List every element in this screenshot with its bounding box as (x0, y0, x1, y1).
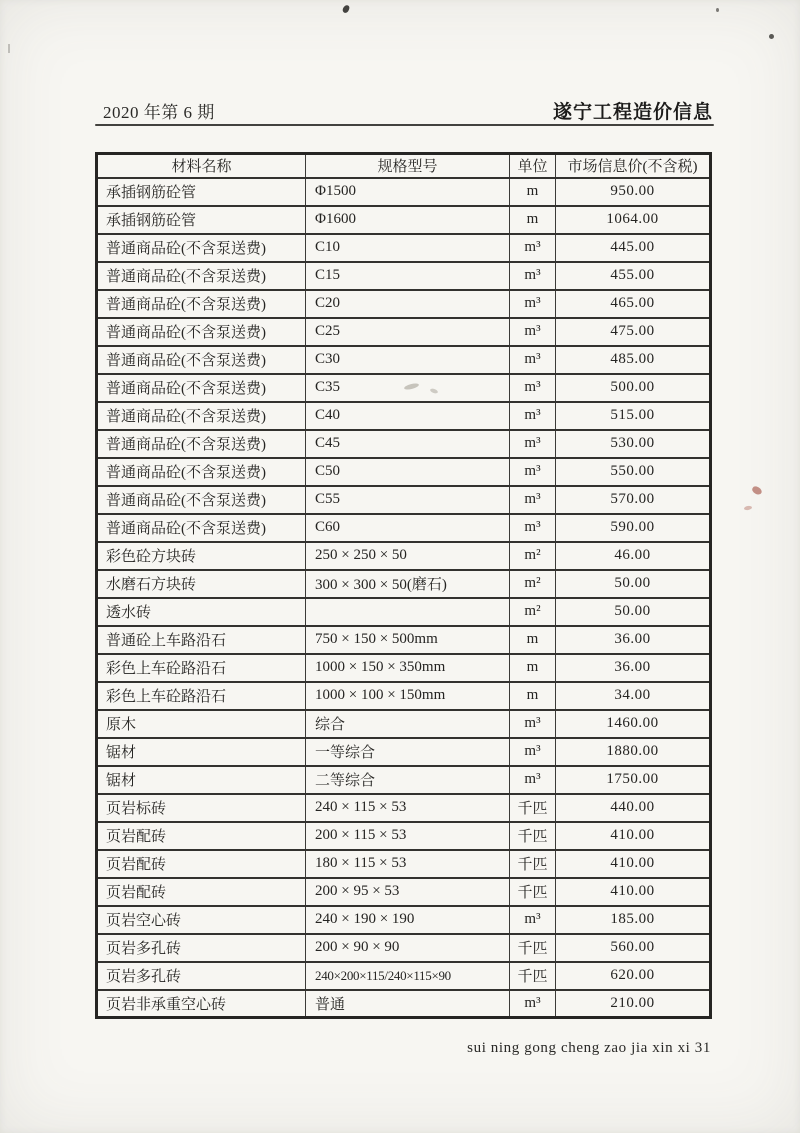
cell-price: 445.00 (556, 234, 711, 262)
table-row (97, 262, 711, 290)
cell-price: 500.00 (556, 374, 711, 402)
table-row (97, 878, 711, 906)
cell-name: 普通商品砼(不含泵送费) (97, 234, 306, 262)
cell-name: 页岩空心砖 (97, 906, 306, 934)
table-row (97, 990, 711, 1018)
cell-name: 普通商品砼(不含泵送费) (97, 290, 306, 318)
cell-unit: 千匹 (510, 794, 556, 822)
table-row (97, 318, 711, 346)
table-row (97, 934, 711, 962)
cell-price: 50.00 (556, 598, 711, 626)
cell-price: 410.00 (556, 850, 711, 878)
cell-unit: m³ (510, 290, 556, 318)
cell-price: 440.00 (556, 794, 711, 822)
cell-spec: 750 × 150 × 500mm (306, 626, 510, 654)
cell-unit: m (510, 682, 556, 710)
cell-unit: m³ (510, 906, 556, 934)
scan-red-mark (744, 505, 753, 510)
cell-unit: m³ (510, 346, 556, 374)
cell-unit: m³ (510, 458, 556, 486)
table-row (97, 682, 711, 710)
table-row (97, 654, 711, 682)
cell-spec: 200 × 115 × 53 (306, 822, 510, 850)
cell-spec: 240×200×115/240×115×90 (306, 962, 510, 990)
cell-price: 36.00 (556, 654, 711, 682)
cell-unit: m³ (510, 402, 556, 430)
table-row (97, 178, 711, 206)
cell-price: 950.00 (556, 178, 711, 206)
cell-price: 185.00 (556, 906, 711, 934)
page-footer: sui ning gong cheng zao jia xin xi 31 (467, 1040, 711, 1056)
cell-name: 页岩配砖 (97, 878, 306, 906)
cell-unit: m³ (510, 486, 556, 514)
cell-spec: 二等综合 (306, 766, 510, 794)
cell-unit: m (510, 178, 556, 206)
table-row (97, 234, 711, 262)
cell-price: 210.00 (556, 990, 711, 1018)
table-row (97, 598, 711, 626)
cell-price: 46.00 (556, 542, 711, 570)
table-row (97, 962, 711, 990)
cell-name: 承插钢筋砼管 (97, 206, 306, 234)
cell-price: 455.00 (556, 262, 711, 290)
scan-speckle (342, 4, 350, 14)
cell-price: 1460.00 (556, 710, 711, 738)
cell-price: 515.00 (556, 402, 711, 430)
cell-name: 普通商品砼(不含泵送费) (97, 430, 306, 458)
cell-name: 锯材 (97, 766, 306, 794)
cell-price: 410.00 (556, 878, 711, 906)
table-row (97, 766, 711, 794)
table-row (97, 514, 711, 542)
cell-unit: m³ (510, 710, 556, 738)
cell-name: 普通商品砼(不含泵送费) (97, 486, 306, 514)
cell-unit: m³ (510, 374, 556, 402)
issue-label: 2020 年第 6 期 (103, 103, 215, 122)
cell-spec: C15 (306, 262, 510, 290)
table-row (97, 822, 711, 850)
cell-name: 普通商品砼(不含泵送费) (97, 402, 306, 430)
cell-price: 1880.00 (556, 738, 711, 766)
cell-spec: C55 (306, 486, 510, 514)
cell-spec: Φ1500 (306, 178, 510, 206)
cell-name: 页岩配砖 (97, 850, 306, 878)
cell-name: 彩色上车砼路沿石 (97, 654, 306, 682)
cell-spec: C25 (306, 318, 510, 346)
cell-spec: C45 (306, 430, 510, 458)
cell-unit: m³ (510, 766, 556, 794)
cell-unit: m² (510, 570, 556, 598)
cell-name: 彩色上车砼路沿石 (97, 682, 306, 710)
cell-spec: 1000 × 100 × 150mm (306, 682, 510, 710)
cell-unit: 千匹 (510, 878, 556, 906)
cell-price: 550.00 (556, 458, 711, 486)
scan-red-mark (751, 485, 763, 496)
cell-name: 原木 (97, 710, 306, 738)
cell-spec: 240 × 190 × 190 (306, 906, 510, 934)
cell-price: 475.00 (556, 318, 711, 346)
column-header-material: 材料名称 (97, 154, 306, 178)
cell-spec: 180 × 115 × 53 (306, 850, 510, 878)
cell-unit: 千匹 (510, 822, 556, 850)
cell-spec: 普通 (306, 990, 510, 1018)
cell-spec: 240 × 115 × 53 (306, 794, 510, 822)
cell-name: 透水砖 (97, 598, 306, 626)
cell-spec: C50 (306, 458, 510, 486)
column-header-price: 市场信息价(不含税) (556, 154, 711, 178)
table-row (97, 206, 711, 234)
page-header (95, 97, 713, 124)
cell-price: 620.00 (556, 962, 711, 990)
cell-name: 普通商品砼(不含泵送费) (97, 514, 306, 542)
cell-unit: m³ (510, 430, 556, 458)
table-row (97, 710, 711, 738)
table-row (97, 794, 711, 822)
cell-spec: C20 (306, 290, 510, 318)
cell-unit: m³ (510, 990, 556, 1018)
cell-unit: m³ (510, 234, 556, 262)
cell-price: 590.00 (556, 514, 711, 542)
cell-price: 465.00 (556, 290, 711, 318)
cell-name: 页岩非承重空心砖 (97, 990, 306, 1018)
cell-unit: m³ (510, 514, 556, 542)
cell-spec: 综合 (306, 710, 510, 738)
table-row (97, 458, 711, 486)
scan-speckle (716, 8, 719, 12)
header-rule (95, 124, 714, 126)
cell-unit: m³ (510, 318, 556, 346)
cell-name: 页岩多孔砖 (97, 934, 306, 962)
cell-name: 水磨石方块砖 (97, 570, 306, 598)
cell-name: 普通砼上车路沿石 (97, 626, 306, 654)
table-row (97, 374, 711, 402)
table-row (97, 486, 711, 514)
cell-name: 普通商品砼(不含泵送费) (97, 458, 306, 486)
cell-spec: 200 × 90 × 90 (306, 934, 510, 962)
cell-spec (306, 598, 510, 626)
cell-spec: 300 × 300 × 50(磨石) (306, 570, 510, 598)
cell-spec: 200 × 95 × 53 (306, 878, 510, 906)
cell-spec: 1000 × 150 × 350mm (306, 654, 510, 682)
cell-spec: C35 (306, 374, 510, 402)
cell-price: 410.00 (556, 822, 711, 850)
cell-price: 560.00 (556, 934, 711, 962)
table-row (97, 850, 711, 878)
cell-unit: m³ (510, 738, 556, 766)
cell-price: 50.00 (556, 570, 711, 598)
cell-unit: m² (510, 542, 556, 570)
cell-unit: 千匹 (510, 850, 556, 878)
table-row (97, 542, 711, 570)
table-row (97, 626, 711, 654)
cell-unit: m (510, 206, 556, 234)
cell-spec: C10 (306, 234, 510, 262)
cell-name: 锯材 (97, 738, 306, 766)
table-row (97, 290, 711, 318)
cell-price: 36.00 (556, 626, 711, 654)
cell-name: 彩色砼方块砖 (97, 542, 306, 570)
table-row (97, 402, 711, 430)
table-body (97, 178, 711, 1018)
cell-spec: C60 (306, 514, 510, 542)
cell-spec: 一等综合 (306, 738, 510, 766)
column-header-spec: 规格型号 (306, 154, 510, 178)
cell-spec: Φ1600 (306, 206, 510, 234)
cell-unit: 千匹 (510, 934, 556, 962)
cell-name: 普通商品砼(不含泵送费) (97, 346, 306, 374)
cell-name: 页岩配砖 (97, 822, 306, 850)
cell-spec: 250 × 250 × 50 (306, 542, 510, 570)
cell-spec: C30 (306, 346, 510, 374)
column-header-unit: 单位 (510, 154, 556, 178)
cell-unit: m² (510, 598, 556, 626)
cell-price: 34.00 (556, 682, 711, 710)
cell-name: 普通商品砼(不含泵送费) (97, 262, 306, 290)
cell-unit: m (510, 654, 556, 682)
cell-price: 570.00 (556, 486, 711, 514)
cell-name: 页岩多孔砖 (97, 962, 306, 990)
cell-price: 1750.00 (556, 766, 711, 794)
cell-name: 普通商品砼(不含泵送费) (97, 318, 306, 346)
cell-name: 承插钢筋砼管 (97, 178, 306, 206)
cell-price: 1064.00 (556, 206, 711, 234)
price-table (95, 152, 712, 1019)
cell-name: 普通商品砼(不含泵送费) (97, 374, 306, 402)
cell-unit: m³ (510, 262, 556, 290)
table-row (97, 430, 711, 458)
table-row (97, 906, 711, 934)
scan-speckle (769, 34, 774, 39)
table-row (97, 570, 711, 598)
table-row (97, 738, 711, 766)
cell-name: 页岩标砖 (97, 794, 306, 822)
scan-speckle (8, 44, 10, 53)
cell-price: 530.00 (556, 430, 711, 458)
publication-title: 遂宁工程造价信息 (552, 102, 713, 123)
cell-price: 485.00 (556, 346, 711, 374)
cell-unit: m (510, 626, 556, 654)
table-header-row (97, 154, 711, 178)
table-row (97, 346, 711, 374)
cell-unit: 千匹 (510, 962, 556, 990)
cell-spec: C40 (306, 402, 510, 430)
